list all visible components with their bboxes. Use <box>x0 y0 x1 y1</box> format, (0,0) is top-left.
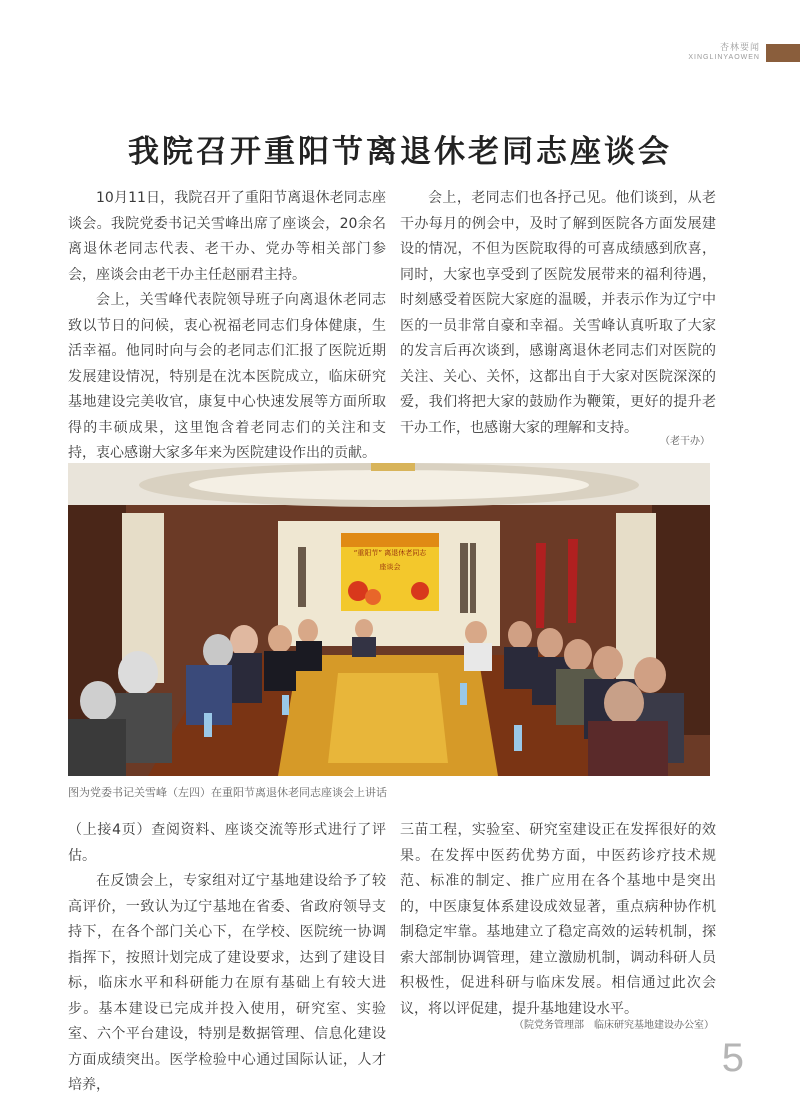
article-paragraph: 会上，关雪峰代表院领导班子向离退休老同志致以节日的问候，衷心祝福老同志们身体健康，生活幸福。他同时向与会的老同志们汇报了医院近期发展建设情况，特别是在沈本医院成立，临床研究基地建设完美收官，康复中心快速发展等方面所取得的丰硕成果，这里饱含着老同志们的关注和支持，衷心感谢大家多年来为医院建设作出的贡献。 <box>68 292 386 461</box>
continued-paragraph: （上接4页）查阅资料、座谈交流等形式进行了评估。 <box>68 822 386 864</box>
continued-paragraph: 在反馈会上，专家组对辽宁基地建设给予了较高评价，一致认为辽宁基地在省委、省政府领导支持下，在各个部门关心下，在学校、医院统一协调指挥下，按照计划完成了建设要求，达到了建设目标，临床水平和科研能力在原有基础上有较大进步。基本建设已完成并投入使用，研究室、实验室、六个平台建设，特别是数据管理、信息化建设方面成绩突出。医学检验中心通过国际认证，人才培养， <box>68 873 386 1093</box>
continued-column-right <box>400 818 716 1022</box>
page-number: 5 <box>721 1036 744 1080</box>
continued-column-left <box>68 818 386 1099</box>
photo-caption: 图为党委书记关雪峰（左四）在重阳节离退休老同志座谈会上讲话 <box>68 786 387 799</box>
continued-paragraph: 三苗工程，实验室、研究室建设正在发挥很好的效果。在发挥中医药优势方面，中医药诊疗技术规范、标准的制定、推广应用在各个基地中是突出的，中医康复体系建设成效显著，重点病种协作机制稳定牢靠。基地建立了稳定高效的运转机制，探索大部制协调管理，建立激励机制，调动科研人员积极性，促进科研与临床发展。相信通过此次会议，将以评促建，提升基地建设水平。 <box>400 822 716 1017</box>
section-title-en: XINGLINYAOWEN <box>688 54 760 61</box>
section-header <box>688 42 760 63</box>
screen-text-line1: “重阳节” 离退休老同志 <box>353 549 427 557</box>
screen-text-line2: 座谈会 <box>379 563 401 571</box>
article-paragraph: 10月11日，我院召开了重阳节离退休老同志座谈会。我院党委书记关雪峰出席了座谈会，20余名离退休老同志代表、老干办、党办等相关部门参会，座谈会由老干办主任赵丽君主持。 <box>68 190 386 283</box>
article-column-left <box>68 186 386 467</box>
article-paragraph: 会上，老同志们也各抒己见。他们谈到，从老干办每月的例会中，及时了解到医院各方面发展建设的情况，不但为医院取得的可喜成绩感到欣喜，同时，大家也享受到了医院发展带来的福利待遇，时刻感受着医院大家庭的温暖，并表示作为辽宁中医的一员非常自豪和幸福。关雪峰认真听取了大家的发言后再次谈到，感谢离退休老同志们对医院的关注、关心、关怀，这都出自于大家对医院深深的爱，我们将把大家的鼓励作为鞭策，更好的提升老干办工作，也感谢大家的理解和支持。 <box>400 190 716 436</box>
section-title-cn: 杏林要闻 <box>719 42 760 52</box>
continued-signature: （院党务管理部 临床研究基地建设办公室） <box>514 1020 714 1031</box>
meeting-photo <box>68 463 710 776</box>
article-title: 我院召开重阳节离退休老同志座谈会 <box>128 134 672 170</box>
article-signature: （老干办） <box>660 436 710 447</box>
section-accent-bar <box>766 44 800 62</box>
article-column-right <box>400 186 716 441</box>
